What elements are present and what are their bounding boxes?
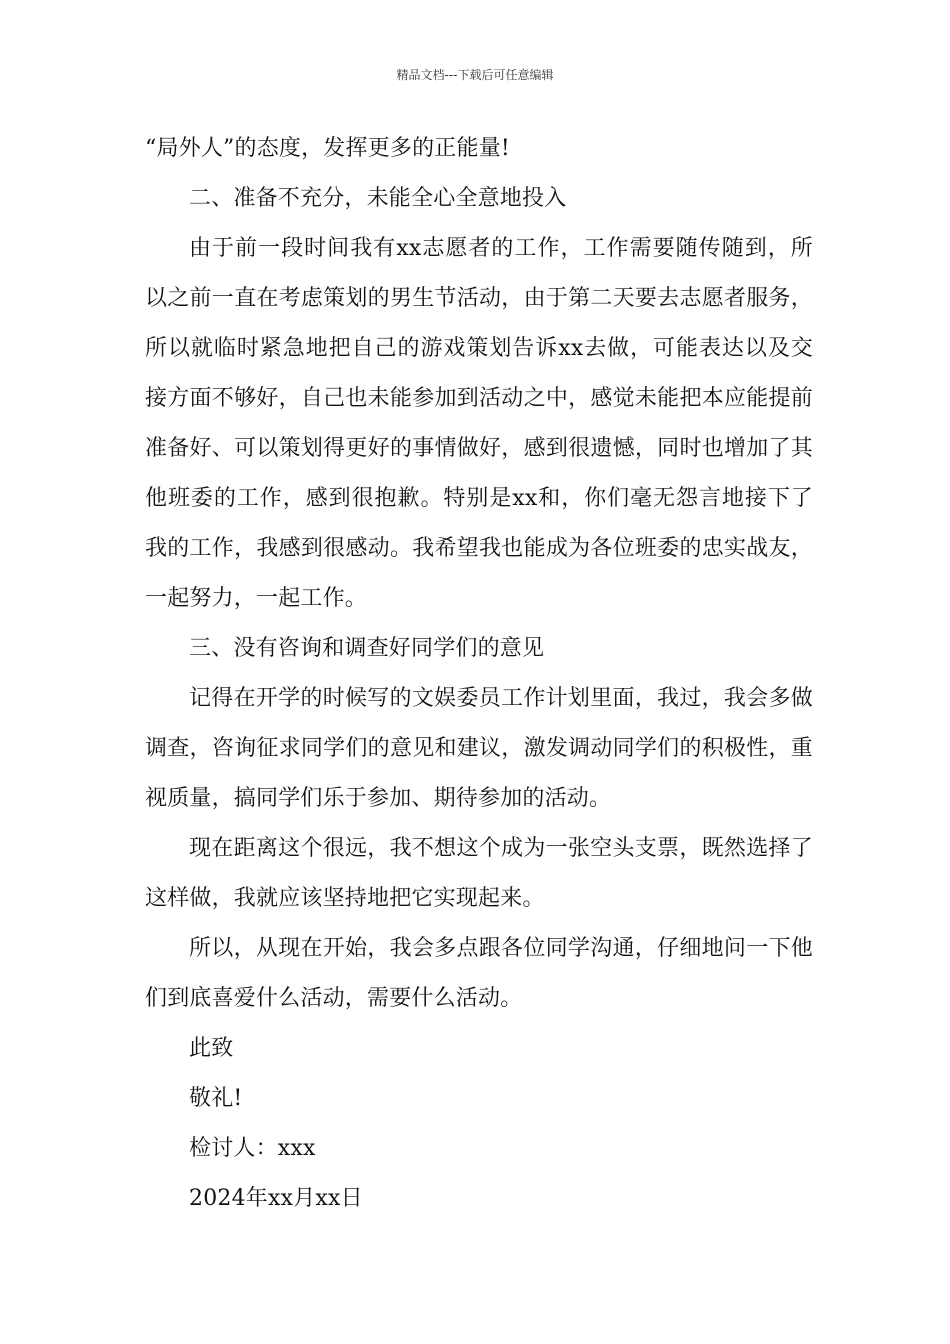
paragraph-commitment: 现在距离这个很远，我不想这个成为一张空头支票，既然选择了这样做，我就应该坚持地把它实现起来。	[145, 836, 813, 911]
closing-regards: 敬礼!	[189, 1086, 243, 1111]
signature-date: 2024年xx月xx日	[189, 1186, 363, 1211]
paragraph-continuation: “局外人”的态度，发挥更多的正能量!	[145, 136, 510, 161]
signature-author: 检讨人：xxx	[189, 1136, 316, 1161]
document-body	[145, 124, 813, 1224]
paragraph-preparation: 由于前一段时间我有xx志愿者的工作，工作需要随传随到，所以之前一直在考虑策划的男生节活动，由于第二天要去志愿者服务，所以就临时紧急地把自己的游戏策划告诉xx去做，可能表达以及交接方面不够好，自己也未能参加到活动之中，感觉未能把本应能提前准备好、可以策划得更好的事情做好，感到很遗憾，同时也增加了其他班委的工作，感到很抱歉。特别是xx和，你们毫无怨言地接下了我的工作，我感到很感动。我希望我也能成为各位班委的忠实战友，一起努力，一起工作。	[145, 236, 813, 611]
section-heading-2: 二、准备不充分，未能全心全意地投入	[189, 186, 567, 211]
closing-salutation: 此致	[189, 1036, 234, 1061]
page-header: 精品文档---下载后可任意编辑	[396, 68, 554, 82]
paragraph-communication: 所以，从现在开始，我会多点跟各位同学沟通，仔细地问一下他们到底喜爱什么活动，需要什么活动。	[145, 936, 813, 1011]
section-heading-3: 三、没有咨询和调查好同学们的意见	[189, 636, 545, 661]
paragraph-work-plan: 记得在开学的时候写的文娱委员工作计划里面，我过，我会多做调查，咨询征求同学们的意见和建议，激发调动同学们的积极性，重视质量，搞同学们乐于参加、期待参加的活动。	[145, 686, 813, 811]
